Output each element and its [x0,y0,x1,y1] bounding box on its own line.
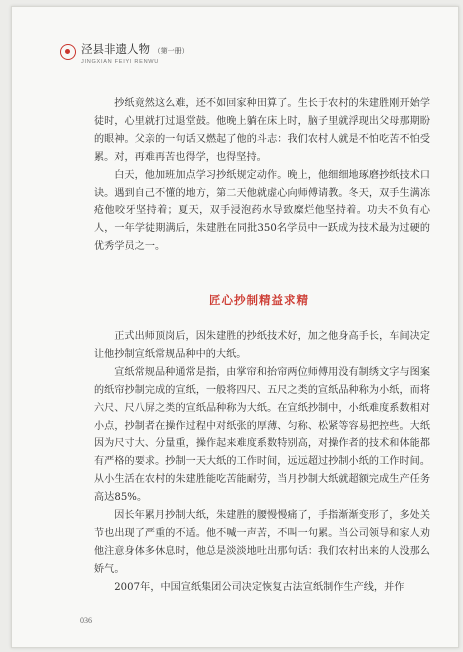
body-text-after-heading [94,328,430,597]
paragraph: 白天，他加班加点学习抄纸规定动作。晚上，他细细地琢磨抄纸技术口诀。遇到自己不懂的地方，第二天他就虚心向师傅请教。冬天，双手生满冻疮他咬牙坚持着；夏天，双手浸泡药水导致糜烂他坚持着。功夫不负有心人，一年学徒期满后，朱建胜在同批350名学员中一跃成为技术最为过硬的优秀学员之一。 [94,169,430,253]
volume-label: （第一册） [153,47,189,55]
running-head-text [81,43,189,66]
paragraph: 抄纸竟然这么难，还不如回家种田算了。生长于农村的朱建胜刚开始学徒时，心里就打过退堂鼓。他晚上躺在床上时，脑子里就浮现出父母那期盼的眼神。父亲的一句话又燃起了他的斗志：我们农村人就是不怕吃苦不怕受累。对，再难再苦也得学，也得坚持。 [94,98,430,163]
book-page [11,6,459,648]
paragraph: 正式出师顶岗后，因朱建胜的抄纸技术好，加之他身高手长，车间决定让他抄制宣纸常规品种中的大纸。 [94,331,430,360]
page-number: 036 [80,616,92,625]
paragraph: 2007年，中国宣纸集团公司决定恢复古法宣纸制作生产线，并作 [114,581,405,593]
paragraph: 因长年累月抄制大纸，朱建胜的腰慢慢痛了，手指渐渐变形了，多处关节也出现了严重的不适。他不喊一声苦，不叫一句累。当公司领导和家人劝他注意身体多休息时，他总是淡淡地吐出那句话：我们农村出来的人没那么娇气。 [94,510,430,575]
running-head [60,43,189,66]
paragraph: 宣纸常规品种通常是指，由掌帘和抬帘两位师傅用没有制绣文字与图案的纸帘抄制完成的宣纸，一般将四尺、五尺之类的宣纸品种称为小纸，而将六尺、尺八屏之类的宣纸品种称为大纸。在宣纸抄制中，小纸难度系数相对小点，抄制者在操作过程中对纸张的厚薄、匀称、松紧等容易把控些。大纸因为尺寸大、分量重，操作起来难度系数特别高，对操作者的技术和体能都有严格的要求。抄制一天大纸的工作时间，远远超过抄制小纸的工作时间。从小生活在农村的朱建胜能吃苦能耐劳，当月抄制大纸就超额完成生产任务高达85%。 [94,366,430,504]
book-title-text: 泾县非遗人物 [81,42,150,56]
body-text-before-heading [94,95,430,256]
book-title [81,43,189,58]
book-subtitle-pinyin: JINGXIAN FEIYI RENWU [81,59,160,65]
section-heading: 匠心抄制精益求精 [209,293,309,307]
seal-logo-icon [60,44,76,60]
